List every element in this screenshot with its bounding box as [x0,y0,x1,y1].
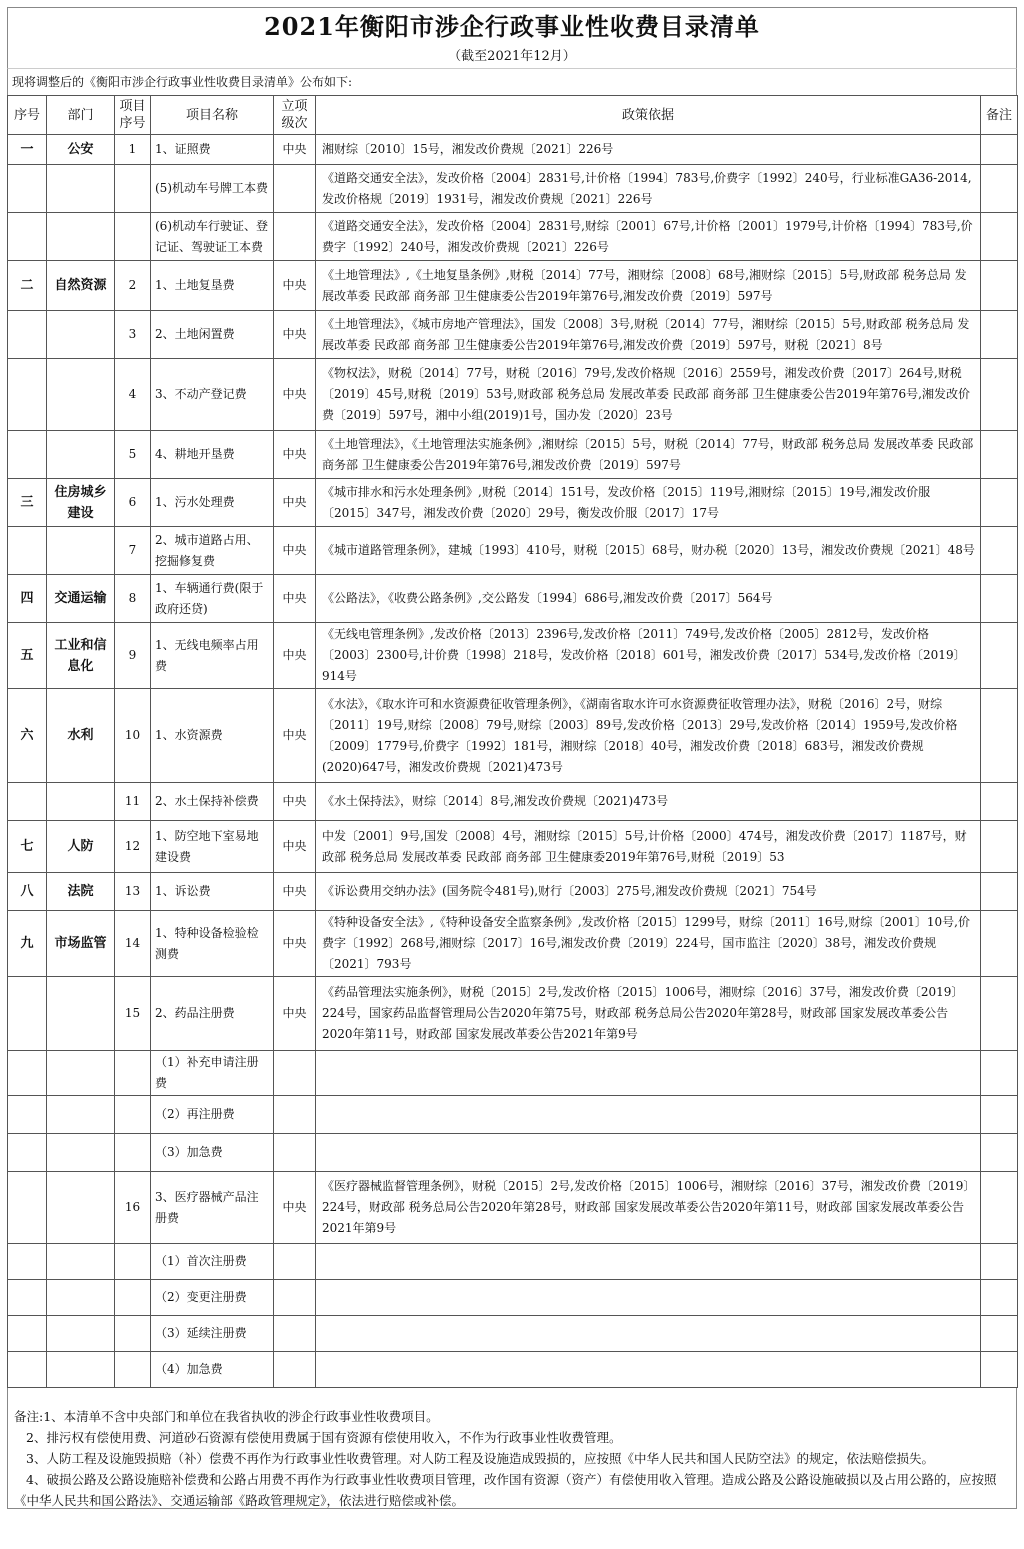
row-basis: 中发〔2001〕9号,国发〔2008〕4号，湘财综〔2015〕5号,计价格〔2000〕474号，湘发改价费〔2017〕1187号，财政部 税务总局 发展改革委 民政部 商务部 卫生健康委2019年第76号,财税〔2019〕53 [316,821,981,873]
row-remark [981,479,1018,527]
row-item-name: 2、水土保持补偿费 [151,783,274,821]
row-basis [316,1134,981,1172]
row-remark [981,873,1018,911]
row-seq [8,783,47,821]
page-title: 2021年衡阳市涉企行政事业性收费目录清单 [7,7,1017,46]
row-remark [981,1051,1018,1096]
row-basis: 《土地管理法》,《土地复垦条例》,财税〔2014〕77号，湘财综〔2008〕68号,湘财综〔2015〕5号,财政部 税务总局 发展改革委 民政部 商务部 卫生健康委公告2019年第76号,湘发改价费〔2019〕597号 [316,261,981,311]
row-remark [981,1096,1018,1134]
header-dept: 部门 [47,96,115,135]
row-seq [8,1244,47,1280]
table-row [8,1280,1018,1316]
row-item-num: 6 [115,479,151,527]
row-item-num: 5 [115,431,151,479]
row-basis: 《土地管理法》，《土地管理法实施条例》,湘财综〔2015〕5号，财税〔2014〕77号，财政部 税务总局 发展改革委 民政部 商务部 卫生健康委公告2019年第76号,湘发改价费〔2019〕597号 [316,431,981,479]
row-dept [47,213,115,261]
row-seq [8,311,47,359]
fee-list-sheet [7,7,1017,1509]
row-level: 中央 [274,821,316,873]
row-basis: 湘财综〔2010〕15号，湘发改价费规〔2021〕226号 [316,135,981,165]
row-seq: 七 [8,821,47,873]
row-dept: 住房城乡建设 [47,479,115,527]
row-item-name: 4、耕地开垦费 [151,431,274,479]
row-basis: 《水土保持法》，财综〔2014〕8号,湘发改价费规〔2021)473号 [316,783,981,821]
row-item-num: 11 [115,783,151,821]
row-remark [981,165,1018,213]
row-dept: 交通运输 [47,575,115,623]
table-row [8,165,1018,213]
row-item-num: 3 [115,311,151,359]
row-level [274,1280,316,1316]
header-remark: 备注 [981,96,1018,135]
row-remark [981,1244,1018,1280]
row-remark [981,821,1018,873]
row-dept [47,165,115,213]
row-dept [47,359,115,431]
row-remark [981,689,1018,783]
fee-table [7,95,1018,1388]
row-level [274,1051,316,1096]
row-item-name: 1、水资源费 [151,689,274,783]
row-remark [981,359,1018,431]
row-seq: 四 [8,575,47,623]
row-seq: 二 [8,261,47,311]
row-item-num: 15 [115,977,151,1051]
row-dept [47,1280,115,1316]
row-item-name: （3）延续注册费 [151,1316,274,1352]
row-dept [47,1051,115,1096]
row-remark [981,213,1018,261]
row-dept: 水利 [47,689,115,783]
row-dept [47,1134,115,1172]
row-level: 中央 [274,623,316,689]
row-basis: 《水法》，《取水许可和水资源费征收管理条例》，《湖南省取水许可水资源费征收管理办法》，财税〔2016〕2号，财综〔2011〕19号,财综〔2008〕79号,财综〔2003〕89号,发改价格〔2013〕29号,发改价格〔2014〕1959号,发改价格〔2009〕1779号,价费字〔1992〕181号，湘财综〔2018〕40号，湘发改价费〔2018〕683号，湘发改价费规(2020)647号，湘发改价费规〔2021)473号 [316,689,981,783]
row-basis [316,1316,981,1352]
row-dept [47,1172,115,1244]
row-item-num: 10 [115,689,151,783]
row-seq: 五 [8,623,47,689]
row-seq [8,1352,47,1388]
row-basis: 《城市排水和污水处理条例》,财税〔2014〕151号，发改价格〔2015〕119号,湘财综〔2015〕19号,湘发改价服〔2015〕347号，湘发改价费〔2020〕29号，衡发改价服〔2017〕17号 [316,479,981,527]
row-item-name: 2、土地闲置费 [151,311,274,359]
footnote: 3、人防工程及设施毁损赔（补）偿费不再作为行政事业性收费管理。对人防工程及设施造成毁损的，应按照《中华人民共和国人民防空法》的规定，依法赔偿损失。 [26,1451,934,1466]
row-item-name: 1、污水处理费 [151,479,274,527]
row-dept: 自然资源 [47,261,115,311]
row-dept: 公安 [47,135,115,165]
row-level: 中央 [274,359,316,431]
footnote: 4、破损公路及公路设施赔补偿费和公路占用费不再作为行政事业性收费项目管理，改作国有资源（资产）有偿使用收入管理。造成公路及公路设施破损以及占用公路的，应按照《中华人民共和国公路法》、交通运输部《路政管理规定》，依法进行赔偿或补偿。 [14,1472,997,1508]
table-row [8,359,1018,431]
table-row [8,873,1018,911]
header-basis: 政策依据 [316,96,981,135]
row-seq [8,527,47,575]
row-item-name: (6)机动车行驶证、登记证、驾驶证工本费 [151,213,274,261]
row-level [274,1134,316,1172]
row-dept [47,1096,115,1134]
row-level: 中央 [274,527,316,575]
row-basis [316,1096,981,1134]
row-item-name: 3、医疗器械产品注册费 [151,1172,274,1244]
row-level [274,1352,316,1388]
row-basis [316,1280,981,1316]
row-dept: 法院 [47,873,115,911]
row-item-num: 13 [115,873,151,911]
footnote: 备注:1、本清单不含中央部门和单位在我省执收的涉企行政事业性收费项目。 [14,1409,439,1424]
row-item-num: 8 [115,575,151,623]
row-item-num [115,1051,151,1096]
row-item-num: 2 [115,261,151,311]
row-seq [8,165,47,213]
row-seq: 六 [8,689,47,783]
row-level: 中央 [274,689,316,783]
row-item-num: 7 [115,527,151,575]
row-level: 中央 [274,911,316,977]
row-dept: 工业和信息化 [47,623,115,689]
row-basis: 《无线电管理条例》,发改价格〔2013〕2396号,发改价格〔2011〕749号,发改价格〔2005〕2812号，发改价格〔2003〕2300号,计价费〔1998〕218号，发改价格〔2018〕601号，湘发改价费〔2017〕534号,发改价格〔2019〕914号 [316,623,981,689]
row-item-name: 1、防空地下室易地建设费 [151,821,274,873]
row-dept: 人防 [47,821,115,873]
row-basis: 《道路交通安全法》，发改价格〔2004〕2831号,计价格〔1994〕783号,价费字〔1992〕240号，行业标准GA36-2014,发改价格规〔2019〕1931号，湘发改价费规〔2021〕226号 [316,165,981,213]
row-level [274,165,316,213]
table-row [8,977,1018,1051]
row-seq [8,1096,47,1134]
table-row [8,135,1018,165]
table-row [8,911,1018,977]
row-dept [47,431,115,479]
table-row [8,261,1018,311]
row-dept: 市场监管 [47,911,115,977]
row-dept [47,311,115,359]
table-row [8,1096,1018,1134]
row-item-num [115,1134,151,1172]
row-item-num [115,1316,151,1352]
row-remark [981,1134,1018,1172]
table-header-row [8,96,1018,135]
row-remark [981,911,1018,977]
row-item-num: 16 [115,1172,151,1244]
row-item-num: 14 [115,911,151,977]
row-item-name: 1、土地复垦费 [151,261,274,311]
row-remark [981,977,1018,1051]
row-basis: 《特种设备安全法》,《特种设备安全监察条例》,发改价格〔2015〕1299号，财综〔2011〕16号,财综〔2001〕10号,价费字〔1992〕268号,湘财综〔2017〕16号,湘发改价费〔2019〕224号，国市监注〔2020〕38号，湘发改价费规〔2021〕793号 [316,911,981,977]
row-seq: 三 [8,479,47,527]
table-row [8,1244,1018,1280]
row-remark [981,1316,1018,1352]
header-item-name: 项目名称 [151,96,274,135]
row-seq: 九 [8,911,47,977]
row-basis: 《道路交通安全法》，发改价格〔2004〕2831号,财综〔2001〕67号,计价格〔2001〕1979号,计价格〔1994〕783号,价费字〔1992〕240号，湘发改价费规〔2021〕226号 [316,213,981,261]
row-basis: 《物权法》，财税〔2014〕77号，财税〔2016〕79号,发改价格规〔2016〕2559号，湘发改价费〔2017〕264号,财税〔2019〕45号,财税〔2019〕53号,财政部 税务总局 发展改革委 民政部 商务部 卫生健康委公告2019年第76号,湘发改价费〔2019〕597号，湘中小组(2019)1号，国办发〔2020〕23号 [316,359,981,431]
row-seq [8,213,47,261]
row-remark [981,783,1018,821]
row-level: 中央 [274,311,316,359]
row-seq: 一 [8,135,47,165]
row-level: 中央 [274,873,316,911]
table-row [8,623,1018,689]
row-remark [981,1172,1018,1244]
row-item-name: 1、无线电频率占用费 [151,623,274,689]
table-row [8,575,1018,623]
row-seq [8,1172,47,1244]
row-item-name: （1）补充申请注册费 [151,1051,274,1096]
row-item-name: 1、证照费 [151,135,274,165]
row-basis [316,1352,981,1388]
row-remark [981,1352,1018,1388]
row-item-name: （4）加急费 [151,1352,274,1388]
row-level: 中央 [274,431,316,479]
table-row [8,689,1018,783]
row-seq [8,977,47,1051]
row-remark [981,1280,1018,1316]
row-item-name: （3）加急费 [151,1134,274,1172]
row-level: 中央 [274,261,316,311]
row-dept [47,527,115,575]
header-seq: 序号 [8,96,47,135]
row-level: 中央 [274,575,316,623]
row-item-name: 3、不动产登记费 [151,359,274,431]
row-dept [47,783,115,821]
row-seq [8,431,47,479]
row-seq: 八 [8,873,47,911]
row-remark [981,431,1018,479]
table-row [8,311,1018,359]
row-basis [316,1244,981,1280]
row-level: 中央 [274,135,316,165]
table-row [8,213,1018,261]
row-level: 中央 [274,977,316,1051]
row-remark [981,311,1018,359]
row-remark [981,261,1018,311]
row-dept [47,977,115,1051]
row-item-num [115,1280,151,1316]
row-basis: 《药品管理法实施条例》，财税〔2015〕2号,发改价格〔2015〕1006号，湘财综〔2016〕37号，湘发改价费〔2019〕224号，国家药品监督管理局公告2020年第75号，财政部 税务总局公告2020年第28号，财政部 国家发展改革委公告2020年第11号，财政部 国家发展改革委公告2021年第9号 [316,977,981,1051]
table-row [8,479,1018,527]
row-level [274,1244,316,1280]
table-row [8,1134,1018,1172]
row-remark [981,623,1018,689]
table-row [8,431,1018,479]
row-item-num [115,165,151,213]
row-item-name: （2）变更注册费 [151,1280,274,1316]
row-basis [316,1051,981,1096]
header-level: 立项级次 [274,96,316,135]
row-remark [981,527,1018,575]
row-level: 中央 [274,479,316,527]
table-row [8,783,1018,821]
row-item-num [115,1244,151,1280]
row-seq [8,1280,47,1316]
table-row [8,821,1018,873]
row-level [274,1096,316,1134]
row-dept [47,1244,115,1280]
row-item-name: （2）再注册费 [151,1096,274,1134]
row-seq [8,359,47,431]
row-item-name: 2、城市道路占用、挖掘修复费 [151,527,274,575]
row-basis: 《诉讼费用交纳办法》(国务院令481号),财行〔2003〕275号,湘发改价费规〔2021〕754号 [316,873,981,911]
table-row [8,1051,1018,1096]
footnotes [7,1388,1017,1509]
row-item-name: 1、诉讼费 [151,873,274,911]
table-row [8,1352,1018,1388]
row-item-num: 4 [115,359,151,431]
row-dept [47,1316,115,1352]
row-remark [981,575,1018,623]
row-item-name: （1）首次注册费 [151,1244,274,1280]
row-item-name: (5)机动车号牌工本费 [151,165,274,213]
row-level [274,1316,316,1352]
table-row [8,1172,1018,1244]
header-item-num: 项目序号 [115,96,151,135]
row-basis: 《土地管理法》，《城市房地产管理法》，国发〔2008〕3号,财税〔2014〕77号，湘财综〔2015〕5号,财政部 税务总局 发展改革委 民政部 商务部 卫生健康委公告2019年第76号,湘发改价费〔2019〕597号，财税〔2021〕8号 [316,311,981,359]
row-seq [8,1051,47,1096]
page-subtitle: （截至2021年12月） [7,46,1017,68]
row-level [274,213,316,261]
row-item-num [115,213,151,261]
row-basis: 《城市道路管理条例》，建城〔1993〕410号，财税〔2015〕68号，财办税〔2020〕13号，湘发改价费规〔2021〕48号 [316,527,981,575]
row-item-name: 1、车辆通行费(限于政府还贷) [151,575,274,623]
table-row [8,1316,1018,1352]
row-seq [8,1316,47,1352]
intro-text: 现将调整后的《衡阳市涉企行政事业性收费目录清单》公布如下: [7,68,1017,95]
row-item-num: 1 [115,135,151,165]
row-dept [47,1352,115,1388]
row-item-num: 9 [115,623,151,689]
row-item-num [115,1096,151,1134]
row-basis: 《公路法》，《收费公路条例》,交公路发〔1994〕686号,湘发改价费〔2017〕564号 [316,575,981,623]
row-item-name: 1、特种设备检验检测费 [151,911,274,977]
row-item-name: 2、药品注册费 [151,977,274,1051]
row-remark [981,135,1018,165]
row-level: 中央 [274,1172,316,1244]
row-basis: 《医疗器械监督管理条例》，财税〔2015〕2号,发改价格〔2015〕1006号，湘财综〔2016〕37号，湘发改价费〔2019〕224号，财政部 税务总局公告2020年第28号，财政部 国家发展改革委公告2020年第11号，财政部 国家发展改革委公告2021年第9号 [316,1172,981,1244]
row-item-num: 12 [115,821,151,873]
row-item-num [115,1352,151,1388]
table-row [8,527,1018,575]
row-seq [8,1134,47,1172]
footnote: 2、排污权有偿使用费、河道砂石资源有偿使用费属于国有资源有偿使用收入，不作为行政事业性收费管理。 [26,1430,622,1445]
row-level: 中央 [274,783,316,821]
